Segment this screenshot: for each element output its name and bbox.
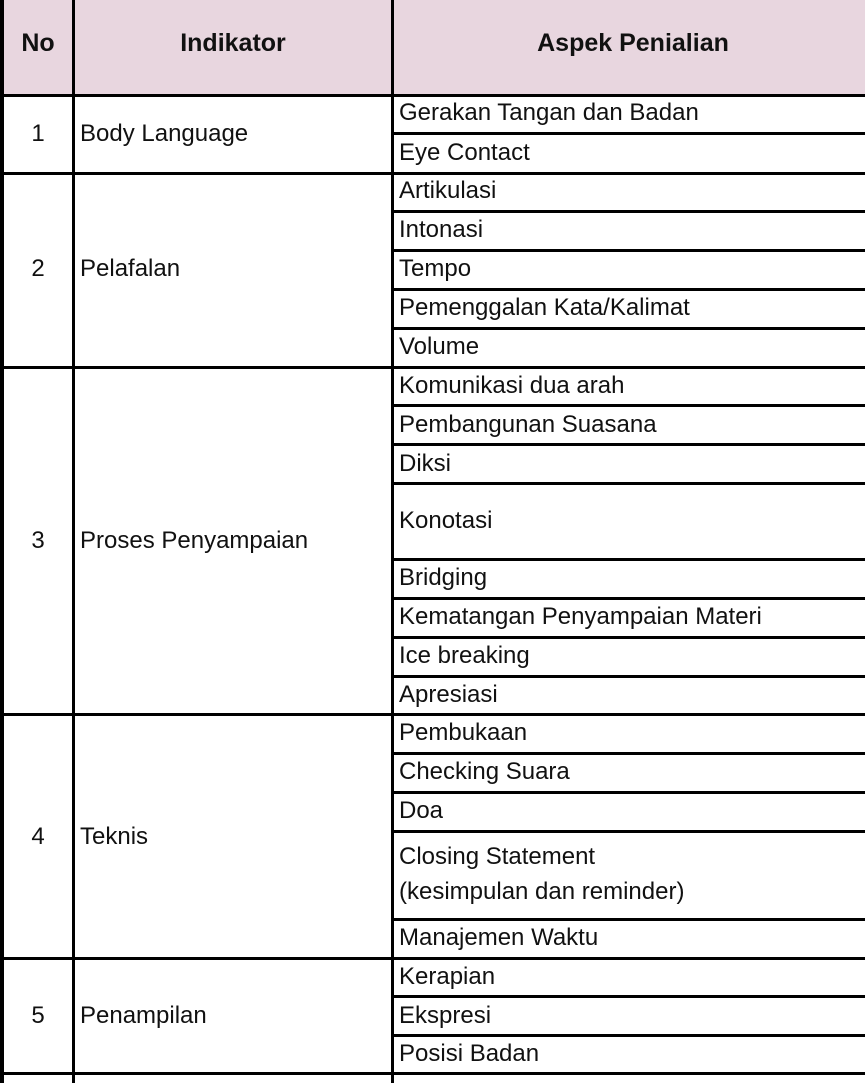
- aspek-cell: Posisi Badan: [399, 1040, 540, 1067]
- row-divider: [392, 558, 865, 561]
- aspek-cell: Kerapian: [399, 963, 496, 990]
- row-divider: [392, 597, 865, 600]
- header-bottom-border: [0, 94, 865, 97]
- row-divider: [392, 675, 865, 678]
- row-divider: [392, 830, 865, 833]
- indikator-cell: Pelafalan: [80, 255, 181, 282]
- table-header-row: [0, 0, 865, 96]
- group-divider: [0, 713, 865, 716]
- aspek-cell: Pembangunan Suasana: [399, 411, 657, 438]
- row-number: 3: [31, 527, 45, 554]
- aspek-cell: Apresiasi: [399, 681, 498, 708]
- aspek-cell: Volume: [399, 333, 480, 360]
- aspek-cell: Konotasi: [399, 507, 493, 534]
- group-divider: [0, 366, 865, 369]
- aspek-cell: Doa: [399, 797, 444, 824]
- table-border-left: [0, 0, 4, 1083]
- aspek-cell: Komunikasi dua arah: [399, 372, 625, 399]
- row-divider: [392, 249, 865, 252]
- row-divider: [392, 636, 865, 639]
- row-divider: [392, 443, 865, 446]
- row-divider: [392, 752, 865, 755]
- aspek-cell: Manajemen Waktu: [399, 924, 599, 951]
- indikator-cell: Teknis: [80, 823, 149, 850]
- aspek-cell: Bridging: [399, 564, 488, 591]
- row-divider: [392, 210, 865, 213]
- aspek-cell: Intonasi: [399, 216, 484, 243]
- row-divider: [392, 327, 865, 330]
- header-aspek: Aspek Penialian: [537, 29, 729, 57]
- column-divider-no: [72, 0, 75, 1083]
- aspek-cell: Tempo: [399, 255, 472, 282]
- header-indikator: Indikator: [180, 29, 286, 57]
- aspek-cell: Eye Contact: [399, 139, 530, 166]
- group-divider: [0, 172, 865, 175]
- row-number: 2: [31, 255, 45, 282]
- aspek-cell: Closing Statement: [399, 843, 596, 870]
- row-number: 1: [31, 120, 45, 147]
- aspek-cell: Ice breaking: [399, 642, 530, 669]
- row-divider: [392, 918, 865, 921]
- header-no: No: [21, 29, 55, 57]
- row-divider: [392, 995, 865, 998]
- row-divider: [392, 791, 865, 794]
- row-number: 5: [31, 1002, 45, 1029]
- aspek-cell: Gerakan Tangan dan Badan: [399, 99, 699, 126]
- indikator-cell: Body Language: [80, 120, 249, 147]
- indikator-cell: Penampilan: [80, 1002, 207, 1029]
- aspek-cell: Pembukaan: [399, 719, 528, 746]
- row-divider: [392, 288, 865, 291]
- aspek-cell: Checking Suara: [399, 758, 570, 785]
- row-divider: [392, 132, 865, 135]
- aspek-cell: Diksi: [399, 450, 451, 477]
- row-divider: [392, 404, 865, 407]
- aspek-cell: Ekspresi: [399, 1002, 492, 1029]
- aspek-cell: Kematangan Penyampaian Materi: [399, 603, 762, 630]
- aspek-cell: Artikulasi: [399, 177, 497, 204]
- group-divider: [0, 957, 865, 960]
- indikator-cell: Proses Penyampaian: [80, 527, 309, 554]
- row-number: 4: [31, 823, 45, 850]
- aspek-cell: Pemenggalan Kata/Kalimat: [399, 294, 690, 321]
- group-divider: [0, 1072, 865, 1075]
- row-divider: [392, 1034, 865, 1037]
- row-divider: [392, 482, 865, 485]
- aspek-cell: (kesimpulan dan reminder): [399, 878, 685, 905]
